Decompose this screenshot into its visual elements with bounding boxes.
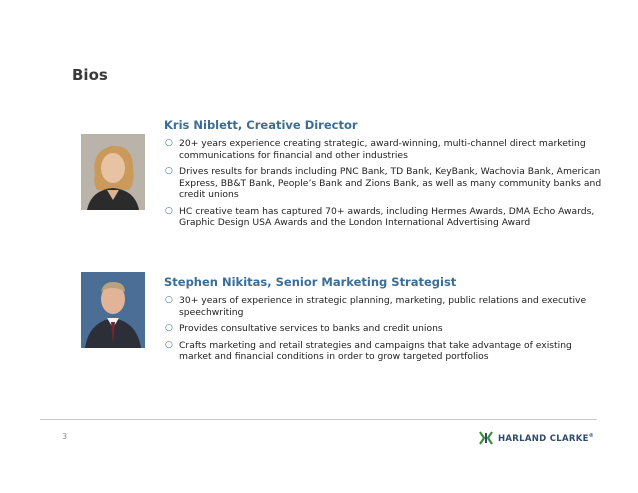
footer-divider [40, 419, 597, 420]
bullet-text: HC creative team has captured 70+ awards, including Hermes Awards, DMA Echo Awards, Graphic Design USA Awards and the London International Advertising Award [179, 205, 595, 228]
bullet-circle-icon: ○ [165, 339, 173, 350]
bullet-text: Provides consultative services to banks and credit unions [179, 323, 443, 334]
logo-registered-mark: ® [588, 432, 595, 439]
bullet-text: Drives results for brands including PNC Bank, TD Bank, KeyBank, Wachovia Bank, American Express, BB&T Bank, People’s Bank and Zions Bank, as well as many community banks and credit unions [179, 166, 602, 200]
harland-clarke-logo [478, 430, 594, 446]
bio-bullet [164, 206, 604, 229]
bullet-text: 30+ years of experience in strategic planning, marketing, public relations and executive speechwriting [179, 295, 587, 318]
portrait-woman-icon [81, 134, 145, 210]
logo-text [498, 433, 594, 444]
bullet-circle-icon: ○ [165, 205, 173, 216]
bio-bullet [164, 138, 604, 161]
bullet-text: 20+ years experience creating strategic, award-winning, multi-channel direct marketing communications for financial and other industries [179, 138, 586, 161]
portrait-man-icon [81, 272, 145, 348]
page-number: 3 [62, 432, 68, 441]
bio-bullet-list [164, 138, 604, 229]
bio-bullet [164, 340, 604, 363]
bio-bullet [164, 295, 604, 318]
bio-bullet [164, 166, 604, 201]
stephen-nikitas-photo [81, 272, 145, 348]
bio-bullet [164, 323, 604, 335]
kris-niblett-photo [81, 134, 145, 210]
bullet-text: Crafts marketing and retail strategies and campaigns that take advantage of existing market and financial conditions in order to grow targeted portfolios [179, 339, 572, 362]
bio-stephen-nikitas [164, 275, 604, 368]
harland-clarke-logo-icon [478, 430, 494, 446]
bio-kris-niblett [164, 118, 604, 234]
bio-bullet-list [164, 295, 604, 363]
bio-name: Stephen Nikitas, Senior Marketing Strategist [164, 275, 457, 289]
slide-title: Bios [72, 66, 108, 84]
logo-name: HARLAND CLARKE [498, 433, 589, 444]
bullet-circle-icon: ○ [165, 138, 173, 148]
bio-name: Kris Niblett, Creative Director [164, 118, 358, 132]
bullet-circle-icon: ○ [165, 323, 173, 333]
bullet-circle-icon: ○ [165, 166, 173, 176]
bullet-circle-icon: ○ [165, 295, 173, 305]
